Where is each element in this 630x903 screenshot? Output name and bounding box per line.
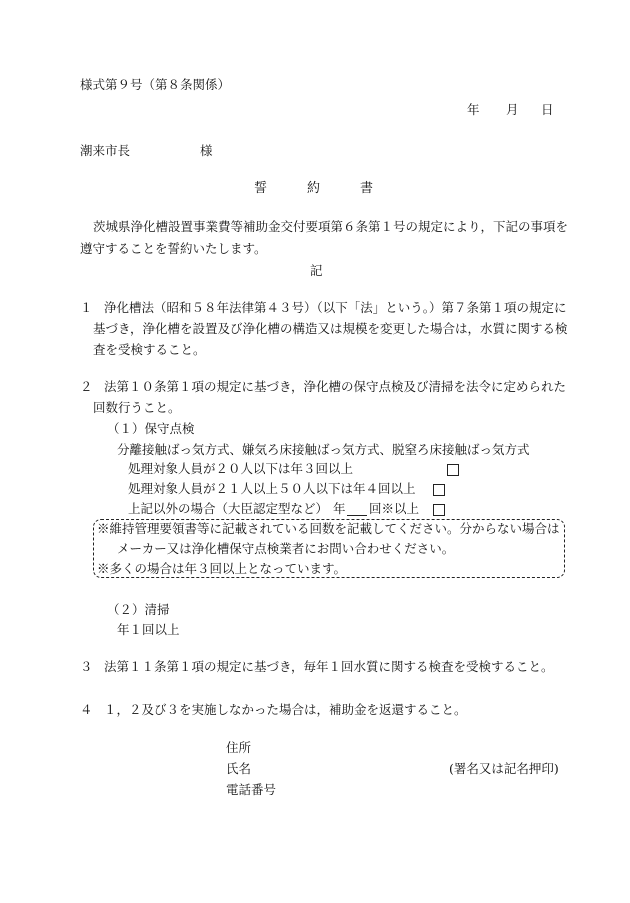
maintenance-heading: （１）保守点検 [107,421,195,436]
item-4-number: ４ [80,702,93,717]
phone-label: 電話番号 [226,782,277,797]
option-3-count-blank[interactable] [347,503,367,516]
option-3-year-label: 年 [333,501,346,516]
ki-label: 記 [310,263,323,278]
item-3-number: ３ [80,659,93,674]
note-line-1: ※維持管理要領書等に記載されている回数を記載してください。分からない場合は [97,521,560,536]
item-1-line-3: 査を受検すること。 [93,342,206,357]
date-year-label: 年 [467,102,480,117]
option-1-checkbox[interactable] [447,464,459,476]
title-char-2: 約 [307,181,321,196]
item-2-line-1: 法第１０条第１項の規定に基づき，浄化槽の保守点検及び清掃を法令に定められた [104,379,567,394]
title-char-1: 誓 [254,181,268,196]
intro-line-2: 遵守することを誓約いたします。 [80,241,267,256]
option-1-label: 処理対象人員が２０人以下は年３回以上 [128,461,354,476]
address-label: 住所 [226,740,252,755]
date-month-label: 月 [506,102,519,117]
note-line-2: メーカー又は浄化槽保守点検業者にお問い合わせください。 [117,541,455,556]
cleaning-heading: （２）清掃 [107,602,170,617]
title-char-3: 書 [360,181,374,196]
item-1-line-2: 基づき，浄化槽を設置及び浄化槽の構造又は規模を変更した場合は，水質に関する検 [93,321,568,336]
name-label: 氏名 [226,761,252,776]
date-day-label: 日 [541,102,554,117]
item-1-number: １ [80,300,93,315]
maintenance-methods: 分離接触ばっ気方式、嫌気ろ床接触ばっ気方式、脱窒ろ床接触ばっ気方式 [117,442,530,457]
option-3-label: 上記以外の場合（大臣認定型など） [128,501,329,516]
intro-line-1: 茨城県浄化槽設置事業費等補助金交付要項第６条第１号の規定により，下記の事項を [93,219,569,234]
option-2-checkbox[interactable] [433,484,445,496]
addressee: 潮来市長 [80,143,131,158]
item-1-line-1: 浄化槽法（昭和５８年法律第４３号）（以下「法」という。）第７条第１項の規定に [104,300,567,315]
form-number: 様式第９号（第８条関係） [80,77,231,92]
option-2-label: 処理対象人員が２１人以上５０人以下は年４回以上 [128,481,416,496]
item-2-line-2: 回数行うこと。 [93,400,181,415]
item-3-text: 法第１１条第１項の規定に基づき，毎年１回水質に関する検査を受検すること。 [104,659,554,674]
option-3-count-suffix: 回※以上 [369,501,420,516]
addressee-honorific: 様 [200,143,213,158]
note-line-3: ※多くの場合は年３回以上となっています。 [97,561,347,576]
item-4-text: １，２及び３を実施しなかった場合は，補助金を返還すること。 [104,702,467,717]
item-2-number: ２ [80,379,93,394]
name-note: (署名又は記名押印) [449,761,559,776]
option-3-checkbox[interactable] [433,504,445,516]
cleaning-body: 年１回以上 [117,622,180,637]
